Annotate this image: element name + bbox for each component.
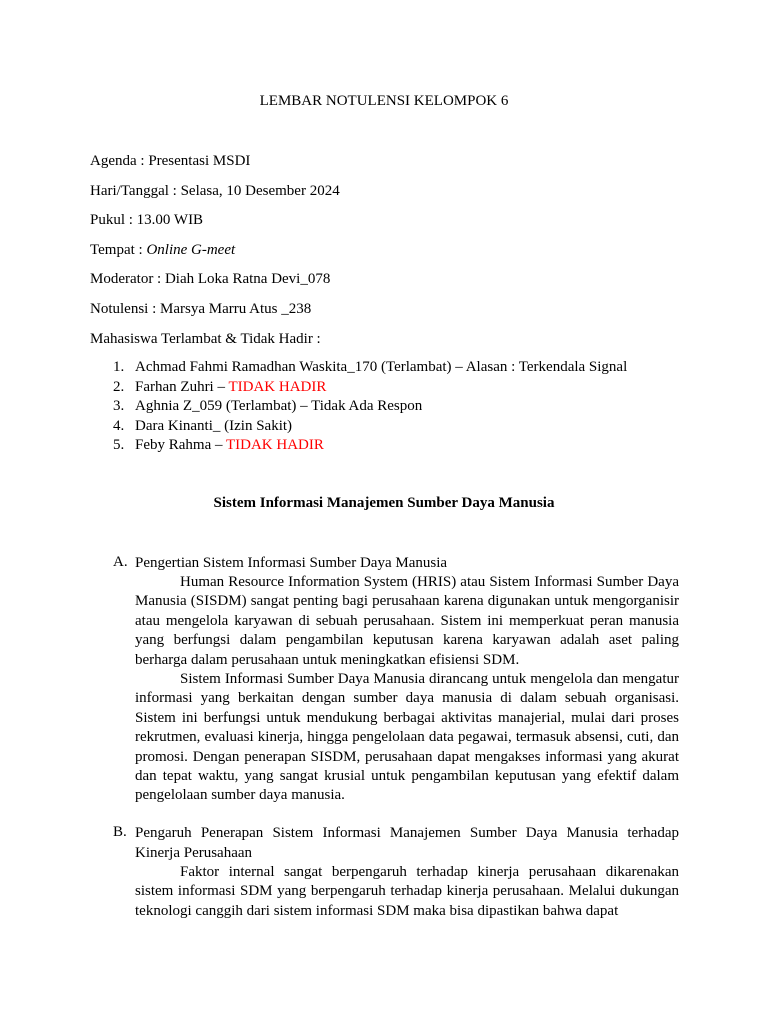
list-number: 4. xyxy=(113,417,125,434)
paragraph: Human Resource Information System (HRIS) atau Sistem Informasi Sumber Daya Manusia (SISDM) sangat penting bagi perusahaan karena digunakan untuk mengorganisir atau mengelola karyawan di sebuah perusahaan. Sistem ini memperkuat peran manusia yang berfungsi dalam pengambilan keputusan karena karyawan adalah aset paling berharga dalam perusahaan untuk meningkatkan efisiensi SDM. xyxy=(135,574,679,668)
list-number: 1. xyxy=(113,359,125,375)
absent-flag: TIDAK HADIR xyxy=(228,378,327,395)
notulen-line: Notulensi : Marsya Marru Atus _238 xyxy=(90,301,312,317)
list-number: 2. xyxy=(113,378,125,395)
list-item-text: Farhan Zuhri – xyxy=(135,378,229,395)
list-item-text: Dara Kinanti_ (Izin Sakit) xyxy=(135,417,293,434)
section-heading: Pengaruh Penerapan Sistem Informasi Manajemen Sumber Daya Manusia terhadap Kinerja Perusahaan xyxy=(135,825,679,861)
moderator-line: Moderator : Diah Loka Ratna Devi_078 xyxy=(90,271,331,287)
list-item xyxy=(90,378,627,398)
list-number: 3. xyxy=(113,398,125,414)
document-title: LEMBAR NOTULENSI KELOMPOK 6 xyxy=(259,93,509,109)
paragraph: Sistem Informasi Sumber Daya Manusia dirancang untuk mengelola dan mengatur informasi yang berkaitan dengan sumber daya manusia di dalam sebuah organisasi. Sistem ini berfungsi untuk mendukung berbagai aktivitas manajerial, mulai dari proses rekrutmen, evaluasi kinerja, hingga pengelolaan data pegawai, termasuk absensi, cuti, dan promosi. Dengan penerapan SISDM, perusahaan dapat mengakses informasi yang akurat dan tepat waktu, yang sangat krusial untuk pengambilan keputusan yang efektif dalam pengelolaan sumber daya manusia. xyxy=(135,671,679,804)
list-item-text: Aghnia Z_059 (Terlambat) – Tidak Ada Respon xyxy=(135,398,423,414)
list-item xyxy=(90,358,627,378)
paragraph: Faktor internal sangat berpengaruh terhadap kinerja perusahaan dikarenakan sistem informasi SDM yang berpengaruh terhadap kinerja perusahaan. Melalui dukungan teknologi canggih dari sistem informasi SDM maka bisa dipastikan bahwa dapat xyxy=(135,864,679,919)
section-title: Sistem Informasi Manajemen Sumber Daya Manusia xyxy=(213,495,555,511)
date-line: Hari/Tanggal : Selasa, 10 Desember 2024 xyxy=(90,183,340,199)
list-number: 5. xyxy=(113,437,125,453)
list-item xyxy=(90,417,627,437)
attendee-list xyxy=(90,358,627,456)
absent-heading: Mahasiswa Terlambat & Tidak Hadir : xyxy=(90,331,321,347)
section-letter: B. xyxy=(113,824,127,840)
place-line xyxy=(90,240,690,260)
section-letter: A. xyxy=(113,554,128,570)
section-heading: Pengertian Sistem Informasi Sumber Daya Manusia xyxy=(135,555,448,571)
place-value: Online G-meet xyxy=(146,242,236,258)
place-label: Tempat : xyxy=(90,242,147,258)
agenda-line: Agenda : Presentasi MSDI xyxy=(90,153,251,169)
list-item-text: Achmad Fahmi Ramadhan Waskita_170 (Terlambat) – Alasan : Terkendala Signal xyxy=(135,359,628,375)
list-item xyxy=(90,436,627,456)
time-line: Pukul : 13.00 WIB xyxy=(90,212,204,228)
absent-flag: TIDAK HADIR xyxy=(225,437,324,453)
list-item-text: Feby Rahma – xyxy=(135,437,226,453)
list-item xyxy=(90,397,627,417)
